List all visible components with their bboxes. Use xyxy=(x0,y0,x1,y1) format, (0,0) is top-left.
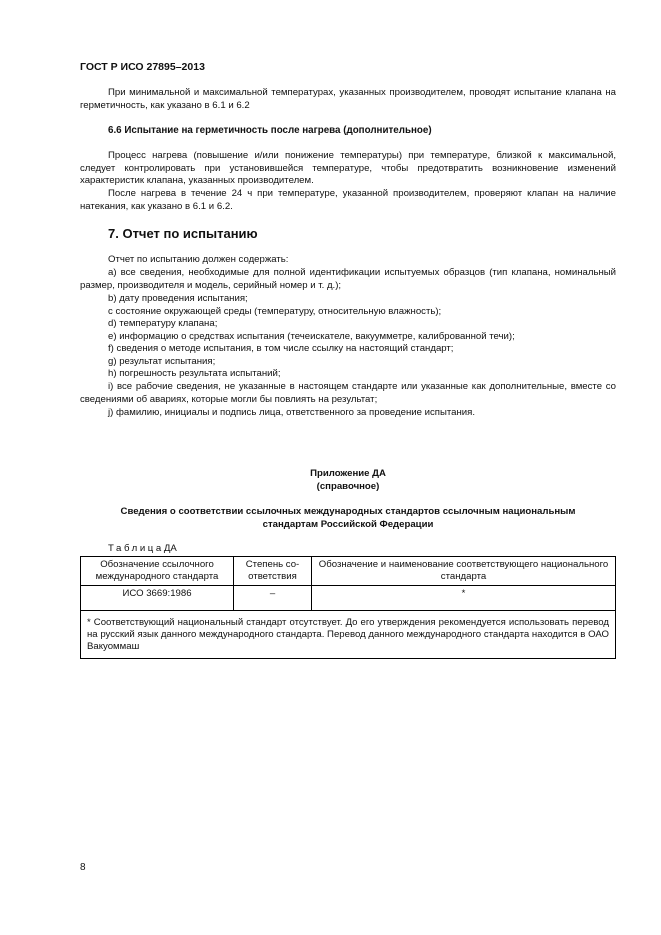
table-caption-number: ДА xyxy=(163,543,177,554)
table-header-row xyxy=(81,557,616,586)
table-caption xyxy=(108,543,177,554)
report-item-f: f) сведения о методе испытания, в том числе ссылку на настоящий стандарт; xyxy=(108,343,454,354)
appendix-heading-line-1: Сведения о соответствии ссылочных международных стандартов ссылочным национальным xyxy=(120,506,576,517)
report-item-e: e) информацию о средствах испытания (течеискателе, вакуумметре, калиброванной течи); xyxy=(108,331,515,342)
row1-col2: – xyxy=(234,586,312,611)
section-6-6-title: 6.6 Испытание на герметичность после нагрева (дополнительное) xyxy=(108,125,432,136)
document-header: ГОСТ Р ИСО 27895–2013 xyxy=(80,61,205,73)
report-item-j: j) фамилию, инициалы и подпись лица, ответственного за проведение испытания. xyxy=(108,407,476,418)
section-6-6-paragraph-2: После нагрева в течение 24 ч при температуре, указанной производителем, проверяют клапан на наличие натекания, как указано в 6.1 и 6.2. xyxy=(80,188,616,212)
appendix-heading-line-2: стандартам Российской Федерации xyxy=(262,519,434,530)
report-item-i: i) все рабочие сведения, не указанные в настоящем стандарте или указанные как дополнительные, вместе со сведениями об авариях, которые могли бы повлиять на результат; xyxy=(80,381,616,405)
section-7-lead: Отчет по испытанию должен содержать: xyxy=(108,254,289,265)
appendix-subtitle: (справочное) xyxy=(316,481,380,492)
section-7-title: 7. Отчет по испытанию xyxy=(108,226,258,241)
appendix-title: Приложение ДА xyxy=(310,468,386,479)
table-note-row xyxy=(81,611,616,659)
report-item-a: a) все сведения, необходимые для полной идентификации испытуемых образцов (тип клапана, номинальный размер, производителя и модель, серийный номер и т. д.); xyxy=(80,267,616,291)
intro-paragraph: При минимальной и максимальной температурах, указанных производителем, проводят испытание клапана на герметичность, как указано в 6.1 и 6.2 xyxy=(80,87,616,111)
table-caption-word: Таблица xyxy=(108,543,164,554)
report-item-b: b) дату проведения испытания; xyxy=(108,293,248,304)
col2-header: Степень соответствия xyxy=(234,557,312,586)
page-number: 8 xyxy=(80,862,86,873)
report-item-c: c состояние окружающей среды (температуру, относительную влажность); xyxy=(108,306,442,317)
correspondence-table xyxy=(80,556,616,659)
report-item-d: d) температуру клапана; xyxy=(108,318,218,329)
table-footnote: * Соответствующий национальный стандарт отсутствует. До его утверждения рекомендуется использовать перевод на русский язык данного международного стандарта. Перевод данного международного стандарта находится в ОАО Вакуоммаш xyxy=(81,611,616,659)
table-row xyxy=(81,586,616,611)
report-item-g: g) результат испытания; xyxy=(108,356,216,367)
report-item-h: h) погрешность результата испытаний; xyxy=(108,368,281,379)
row1-col1: ИСО 3669:1986 xyxy=(81,586,234,611)
col3-header: Обозначение и наименование соответствующего национального стандарта xyxy=(312,557,616,586)
row1-col3: * xyxy=(312,586,616,611)
col1-header: Обозначение ссылочного международного стандарта xyxy=(81,557,234,586)
section-6-6-paragraph-1: Процесс нагрева (повышение и/или понижение температуры) при температуре, близкой к максимальной, следует контролировать при установившейся температуре, чтобы предотвратить возникновение изменений характеристик клапана, указанных производителем. xyxy=(80,150,616,187)
